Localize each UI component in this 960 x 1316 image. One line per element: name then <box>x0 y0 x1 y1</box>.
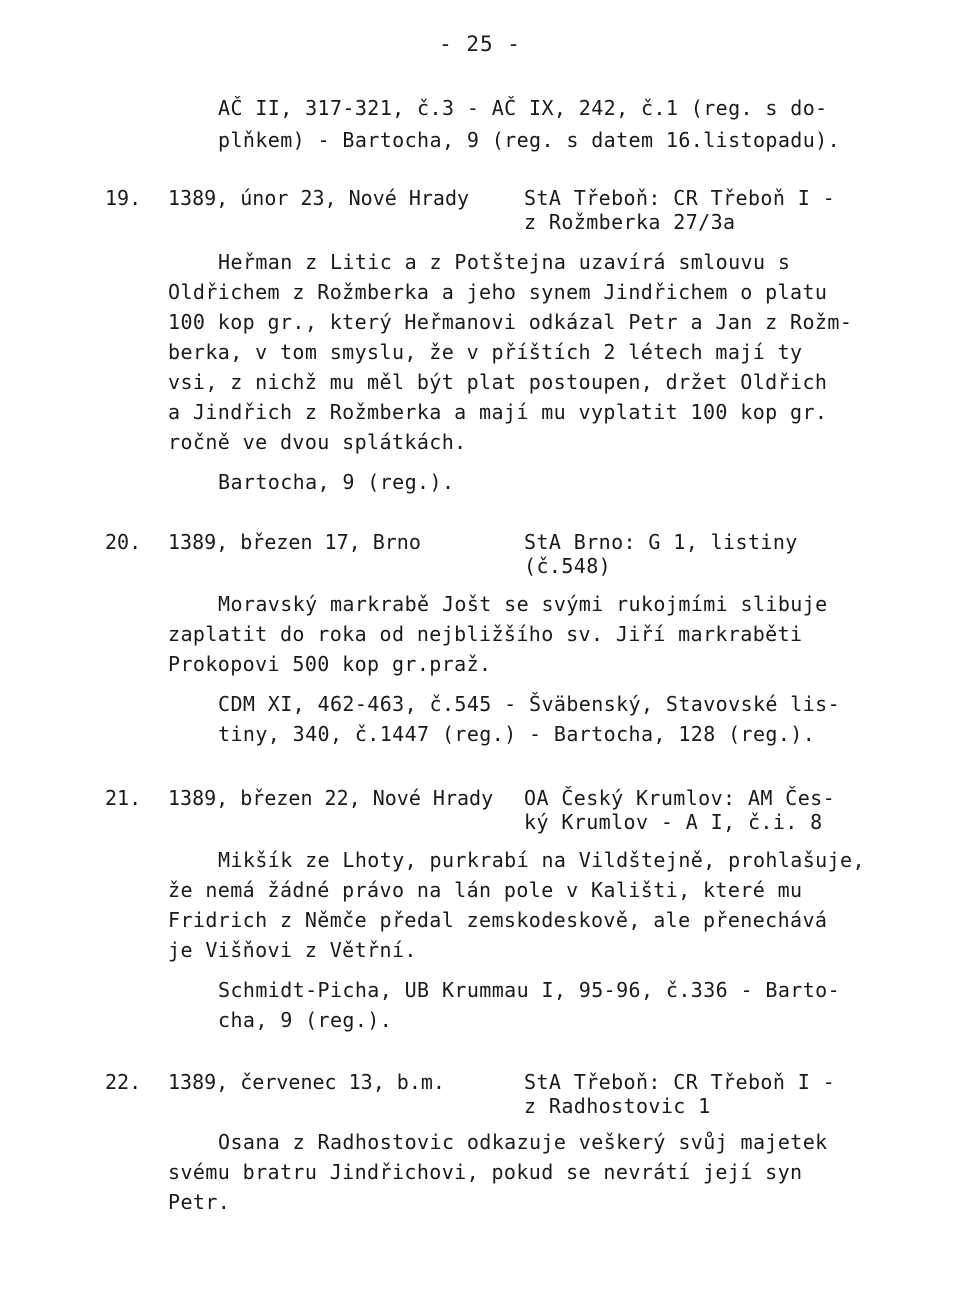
entry-summary-line: a Jindřich z Rožmberka a mají mu vyplatit 100 kop gr. <box>168 400 828 424</box>
entry-date-place: 1389, březen 22, Nové Hrady <box>168 786 494 810</box>
intro-citation-line: plňkem) - Bartocha, 9 (reg. s datem 16.listopadu). <box>218 128 841 152</box>
entry-citation-line: Schmidt-Picha, UB Krummau I, 95-96, č.336 - Barto- <box>218 978 841 1002</box>
page-number: - 25 - <box>439 32 521 56</box>
entry-summary-line: zaplatit do roka od nejbližšího sv. Jiří markraběti <box>168 622 803 646</box>
entry-summary-line: svému bratru Jindřichovi, pokud se nevrátí její syn <box>168 1160 803 1184</box>
entry-date-place: 1389, březen 17, Brno <box>168 530 421 554</box>
entry-summary-line: ročně ve dvou splátkách. <box>168 430 467 454</box>
entry-summary-line: Moravský markrabě Jošt se svými rukojmími slibuje <box>218 592 828 616</box>
entry-archive-line: StA Třeboň: CR Třeboň I - <box>524 186 836 210</box>
entry-archive-line: ký Krumlov - A I, č.i. 8 <box>524 810 823 834</box>
entry-summary-line: berka, v tom smyslu, že v příštích 2 létech mají ty <box>168 340 803 364</box>
entry-summary-line: 100 kop gr., který Heřmanovi odkázal Petr a Jan z Rožm- <box>168 310 853 334</box>
entry-summary-line: Heřman z Litic a z Potštejna uzavírá smlouvu s <box>218 250 791 274</box>
entry-number: 21. <box>105 786 142 810</box>
entry-summary-line: Osana z Radhostovic odkazuje veškerý svůj majetek <box>218 1130 828 1154</box>
entry-summary-line: Petr. <box>168 1190 231 1214</box>
entry-citation-line: Bartocha, 9 (reg.). <box>218 470 455 494</box>
entry-summary-line: vsi, z nichž mu měl být plat postoupen, držet Oldřich <box>168 370 828 394</box>
entry-number: 19. <box>105 186 142 210</box>
entry-date-place: 1389, únor 23, Nové Hrady <box>168 186 470 210</box>
entry-archive-line: z Rožmberka 27/3a <box>524 210 736 234</box>
entry-summary-line: je Višňovi z Větřní. <box>168 938 417 962</box>
entry-citation-line: CDM XI, 462-463, č.545 - Šväbenský, Stavovské lis- <box>218 692 841 716</box>
intro-citation-line: AČ II, 317-321, č.3 - AČ IX, 242, č.1 (reg. s do- <box>218 96 828 120</box>
entry-date-place: 1389, červenec 13, b.m. <box>168 1070 445 1094</box>
entry-archive-line: z Radhostovic 1 <box>524 1094 711 1118</box>
entry-summary-line: že nemá žádné právo na lán pole v Kališti, které mu <box>168 878 803 902</box>
entry-archive-line: (č.548) <box>524 554 612 578</box>
entry-archive-line: StA Třeboň: CR Třeboň I - <box>524 1070 836 1094</box>
entry-summary-line: Fridrich z Němče předal zemskodeskově, ale přenechává <box>168 908 828 932</box>
entry-summary-line: Mikšík ze Lhoty, purkrabí na Vildštejně, prohlašuje, <box>218 848 865 872</box>
entry-citation-line: cha, 9 (reg.). <box>218 1008 393 1032</box>
entry-summary-line: Prokopovi 500 kop gr.praž. <box>168 652 492 676</box>
entry-summary-line: Oldřichem z Rožmberka a jeho synem Jindřichem o platu <box>168 280 828 304</box>
entry-number: 20. <box>105 530 142 554</box>
entry-archive-line: StA Brno: G 1, listiny <box>524 530 798 554</box>
entry-citation-line: tiny, 340, č.1447 (reg.) - Bartocha, 128 (reg.). <box>218 722 816 746</box>
entry-archive-line: OA Český Krumlov: AM Čes- <box>524 786 836 810</box>
entry-number: 22. <box>105 1070 142 1094</box>
